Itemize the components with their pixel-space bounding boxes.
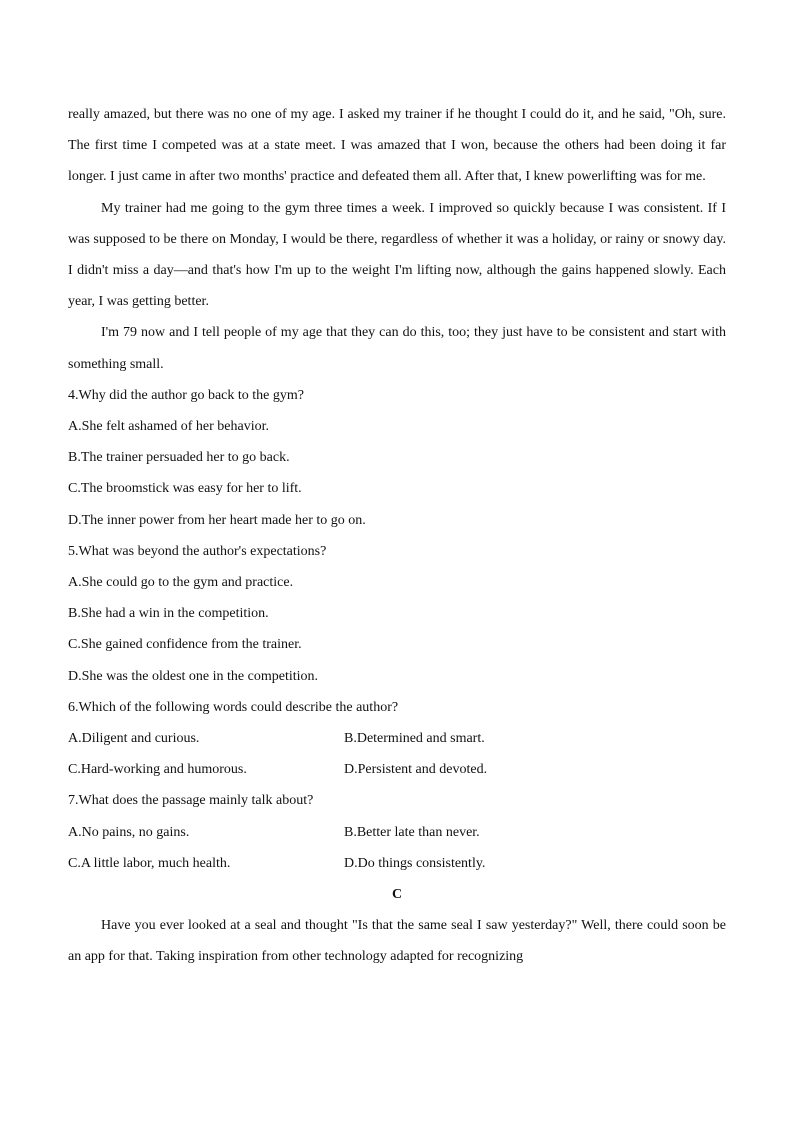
answer-option: C.A little labor, much health. bbox=[68, 855, 231, 871]
question-stem: 4.Why did the author go back to the gym? bbox=[68, 387, 304, 403]
question-stem: 7.What does the passage mainly talk about? bbox=[68, 793, 314, 809]
options-row bbox=[68, 817, 726, 848]
answer-option: B.The trainer persuaded her to go back. bbox=[68, 450, 290, 466]
question-4 bbox=[68, 380, 726, 536]
question-5 bbox=[68, 536, 726, 692]
answer-option: C.She gained confidence from the trainer. bbox=[68, 637, 302, 653]
answer-option: D.Do things consistently. bbox=[344, 855, 486, 871]
passage-paragraph: really amazed, but there was no one of my age. I asked my trainer if he thought I could do it, and he said, "Oh, sure. The first time I competed was at a state meet. I was amazed that I won, because the others had been doing it far longer. I just came in after two months' practice and defeated them all. After that, I knew powerlifting was for me. bbox=[68, 107, 726, 185]
passage-paragraph: Have you ever looked at a seal and thought "Is that the same seal I saw yesterday?" Well, there could soon be an app for that. Taking inspiration from other technology adapted for recognizing bbox=[68, 918, 726, 965]
passage-paragraph: My trainer had me going to the gym three times a week. I improved so quickly because I was consistent. If I was supposed to be there on Monday, I would be there, regardless of whether it was a holiday, or rainy or snowy day. I didn't miss a day—and that's how I'm up to the weight I'm lifting now, although the gains happened slowly. Each year, I was getting better. bbox=[68, 200, 726, 310]
answer-option: D.The inner power from her heart made her to go on. bbox=[68, 512, 366, 528]
options-row bbox=[68, 723, 726, 754]
answer-option: B.Better late than never. bbox=[344, 824, 480, 840]
passage-paragraph: I'm 79 now and I tell people of my age that they can do this, too; they just have to be consistent and start with something small. bbox=[68, 325, 726, 372]
answer-option: D.She was the oldest one in the competition. bbox=[68, 668, 319, 684]
options-row bbox=[68, 848, 726, 879]
answer-option: C.Hard-working and humorous. bbox=[68, 762, 247, 778]
answer-option: A.No pains, no gains. bbox=[68, 824, 190, 840]
question-stem: 6.Which of the following words could describe the author? bbox=[68, 699, 399, 715]
question-6 bbox=[68, 692, 726, 786]
section-heading: C bbox=[391, 887, 403, 903]
answer-option: D.Persistent and devoted. bbox=[344, 762, 488, 778]
answer-option: B.Determined and smart. bbox=[344, 731, 485, 747]
answer-option: B.She had a win in the competition. bbox=[68, 606, 269, 622]
exam-page bbox=[68, 99, 726, 973]
answer-option: A.She could go to the gym and practice. bbox=[68, 575, 294, 591]
options-row bbox=[68, 754, 726, 785]
answer-option: A.She felt ashamed of her behavior. bbox=[68, 419, 269, 435]
answer-option: C.The broomstick was easy for her to lift. bbox=[68, 481, 302, 497]
question-7 bbox=[68, 785, 726, 879]
question-stem: 5.What was beyond the author's expectations? bbox=[68, 543, 327, 559]
answer-option: A.Diligent and curious. bbox=[68, 731, 200, 747]
